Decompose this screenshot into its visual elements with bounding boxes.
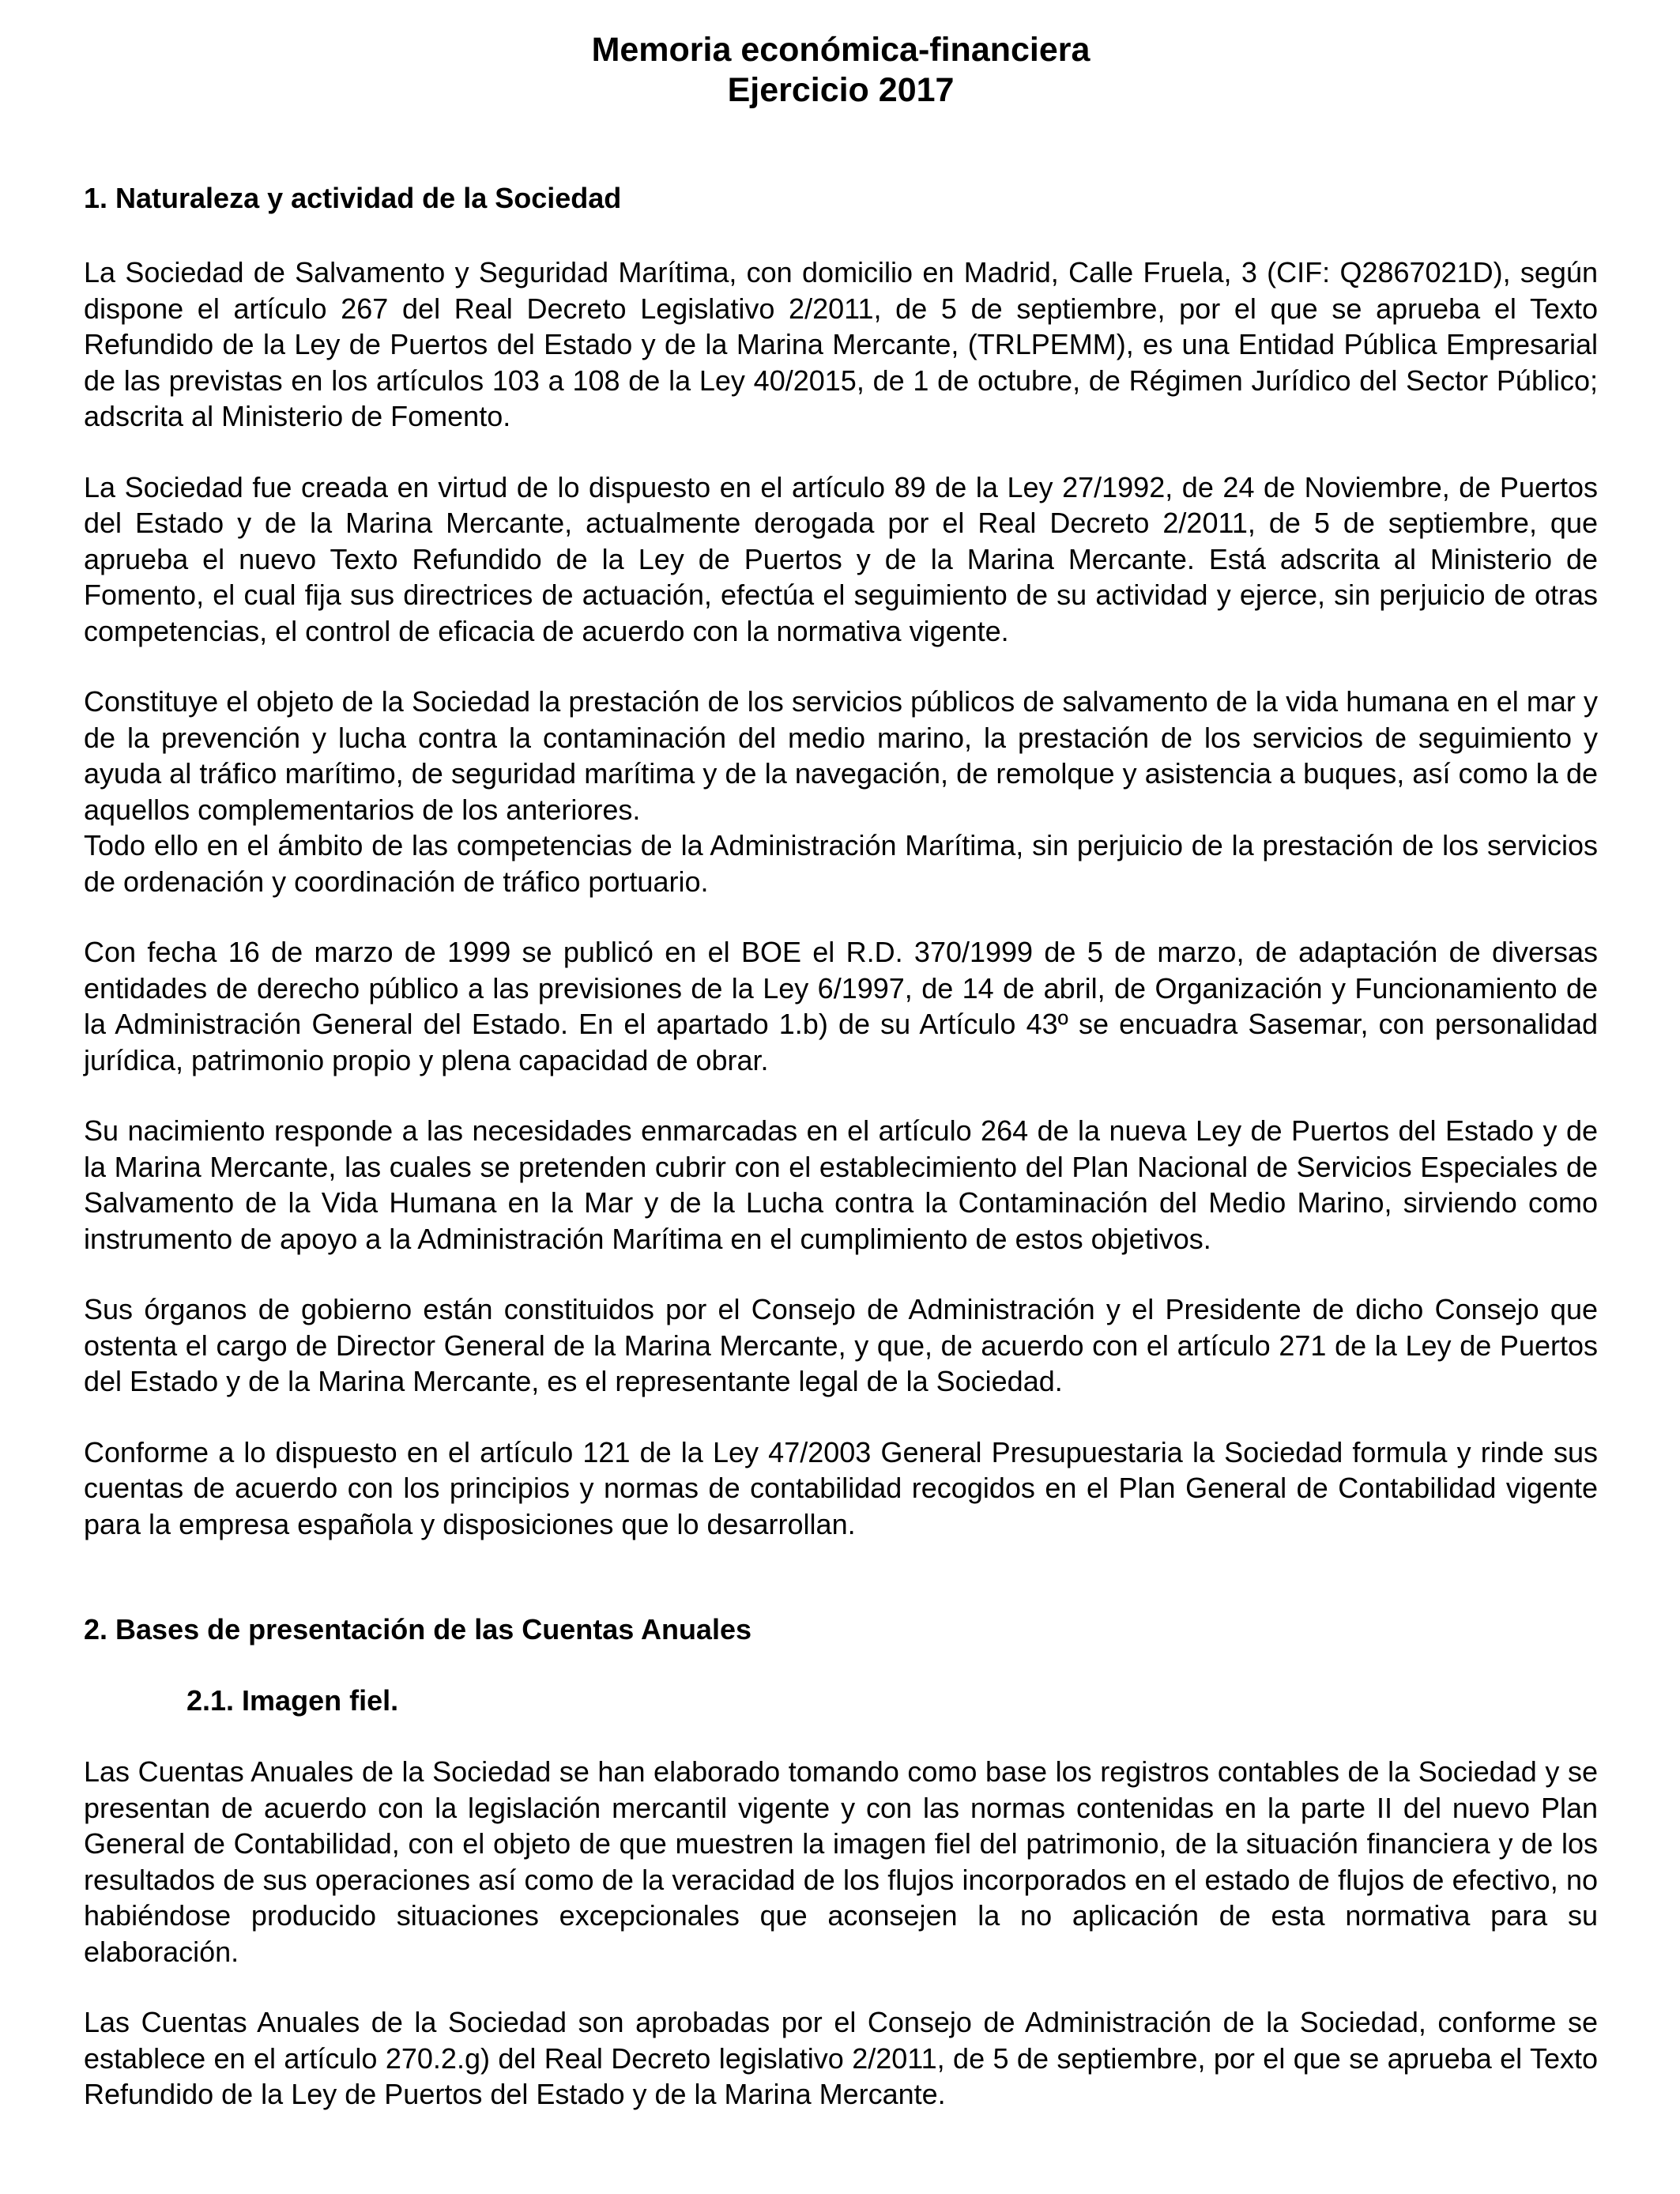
- section-2-1-heading: 2.1. Imagen fiel.: [186, 1684, 399, 1717]
- section-2-paragraph-1: Las Cuentas Anuales de la Sociedad se han elaborado tomando como base los registros contables de la Sociedad y se presentan de acuerdo con la legislación mercantil vigente y con las normas contenidas en la parte II del nuevo Plan General de Contabilidad, con el objeto de que muestren la imagen fiel del patrimonio, de la situación financiera y de los resultados de sus operaciones así como de la veracidad de los flujos incorporados en el estado de flujos de efectivo, no habiéndose producido situaciones excepcionales que aconsejen la no aplicación de esta normativa para su elaboración.: [84, 1755, 1598, 1968]
- section-1-heading: 1. Naturaleza y actividad de la Sociedad: [84, 182, 622, 214]
- section-2-heading: 2. Bases de presentación de las Cuentas Anuales: [84, 1613, 751, 1646]
- title-line-2: Ejercicio 2017: [727, 71, 955, 109]
- document-page: [84, 30, 1598, 2113]
- section-1-paragraph-3: Constituye el objeto de la Sociedad la prestación de los servicios públicos de salvamento de la vida humana en el mar y de la prevención y lucha contra la contaminación del medio marino, la prestación de los servicios de seguimiento y ayuda al tráfico marítimo, de seguridad marítima y de la navegación, de remolque y asistencia a buques, así como la de aquellos complementarios de los anteriores.: [84, 685, 1598, 826]
- title-line-1: Memoria económica-financiera: [591, 31, 1090, 69]
- section-1-paragraph-6: Su nacimiento responde a las necesidades enmarcadas en el artículo 264 de la nueva Ley de Puertos del Estado y de la Marina Mercante, las cuales se pretenden cubrir con el establecimiento del Plan Nacional de Servicios Especiales de Salvamento de la Vida Humana en la Mar y de la Lucha contra la Contaminación del Medio Marino, sirviendo como instrumento de apoyo a la Administración Marítima en el cumplimiento de estos objetivos.: [84, 1114, 1598, 1255]
- section-2-paragraph-2: Las Cuentas Anuales de la Sociedad son aprobadas por el Consejo de Administración de la Sociedad, conforme se establece en el artículo 270.2.g) del Real Decreto legislativo 2/2011, de 5 de septiembre, por el que se aprueba el Texto Refundido de la Ley de Puertos del Estado y de la Marina Mercante.: [84, 2006, 1598, 2110]
- section-1-paragraph-4: Todo ello en el ámbito de las competencias de la Administración Marítima, sin perjuicio de la prestación de los servicios de ordenación y coordinación de tráfico portuario.: [84, 829, 1598, 898]
- document-title: [84, 30, 1598, 111]
- section-1-paragraph-2: La Sociedad fue creada en virtud de lo dispuesto en el artículo 89 de la Ley 27/1992, de 24 de Noviembre, de Puertos del Estado y de la Marina Mercante, actualmente derogada por el Real Decreto 2/2011, de 5 de septiembre, que aprueba el nuevo Texto Refundido de la Ley de Puertos y de la Marina Mercante. Está adscrita al Ministerio de Fomento, el cual fija sus directrices de actuación, efectúa el seguimiento de su actividad y ejerce, sin perjuicio de otras competencias, el control de eficacia de acuerdo con la normativa vigente.: [84, 470, 1598, 647]
- section-1-paragraph-8: Conforme a lo dispuesto en el artículo 121 de la Ley 47/2003 General Presupuestaria la Sociedad formula y rinde sus cuentas de acuerdo con los principios y normas de contabilidad recogidos en el Plan General de Contabilidad vigente para la empresa española y disposiciones que lo desarrollan.: [84, 1435, 1598, 1540]
- section-1-paragraph-7: Sus órganos de gobierno están constituidos por el Consejo de Administración y el Presidente de dicho Consejo que ostenta el cargo de Director General de la Marina Mercante, y que, de acuerdo con el artículo 271 de la Ley de Puertos del Estado y de la Marina Mercante, es el representante legal de la Sociedad.: [84, 1293, 1598, 1397]
- section-1-paragraph-5: Con fecha 16 de marzo de 1999 se publicó en el BOE el R.D. 370/1999 de 5 de marzo, de adaptación de diversas entidades de derecho público a las previsiones de la Ley 6/1997, de 14 de abril, de Organización y Funcionamiento de la Administración General del Estado. En el apartado 1.b) de su Artículo 43º se encuadra Sasemar, con personalidad jurídica, patrimonio propio y plena capacidad de obrar.: [84, 936, 1598, 1076]
- section-1-paragraph-1: La Sociedad de Salvamento y Seguridad Marítima, con domicilio en Madrid, Calle Fruela, 3 (CIF: Q2867021D), según dispone el artículo 267 del Real Decreto Legislativo 2/2011, de 5 de septiembre, por el que se aprueba el Texto Refundido de la Ley de Puertos del Estado y de la Marina Mercante, (TRLPEMM), es una Entidad Pública Empresarial de las previstas en los artículos 103 a 108 de la Ley 40/2015, de 1 de octubre, de Régimen Jurídico del Sector Público; adscrita al Ministerio de Fomento.: [84, 256, 1598, 432]
